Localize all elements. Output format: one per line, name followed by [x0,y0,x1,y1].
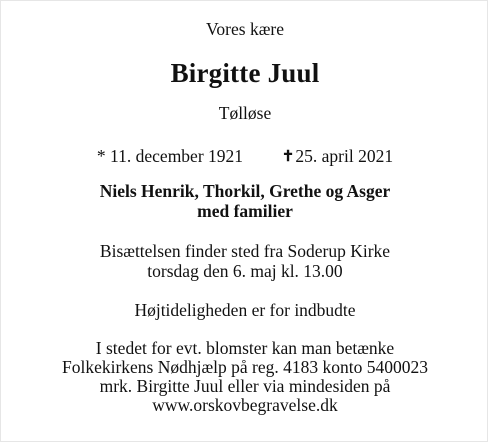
birth-date: 11. december 1921 [110,146,244,166]
family-line: med familier [197,201,293,221]
residence-place: Tølløse [218,103,272,123]
donation-note [1,339,488,415]
donation-line: Folkekirkens Nødhjælp på reg. 4183 konto 5400023 [61,357,428,377]
memorial-website: www.orskovbegravelse.dk [152,395,338,415]
ceremony-line: Bisættelsen finder sted fra Soderup Kirke [99,241,391,261]
intro-text: Vores kære [206,19,284,39]
family-names [1,181,488,221]
ceremony-details [1,241,488,281]
family-line: Niels Henrik, Thorkil, Grethe og Asger [99,181,391,201]
death-date: 25. april 2021 [295,146,394,166]
life-dates [1,145,488,169]
deceased-name: Birgitte Juul [170,58,320,88]
ceremony-line: torsdag den 6. maj kl. 13.00 [147,261,343,281]
donation-line: I stedet for evt. blomster kan man betænke [95,338,395,358]
invitation-note: Højtideligheden er for indbudte [134,300,356,320]
donation-line: mrk. Birgitte Juul eller via mindesiden på [99,376,391,396]
birth-symbol: * [96,146,106,166]
cross-icon: ✝ [281,149,295,165]
